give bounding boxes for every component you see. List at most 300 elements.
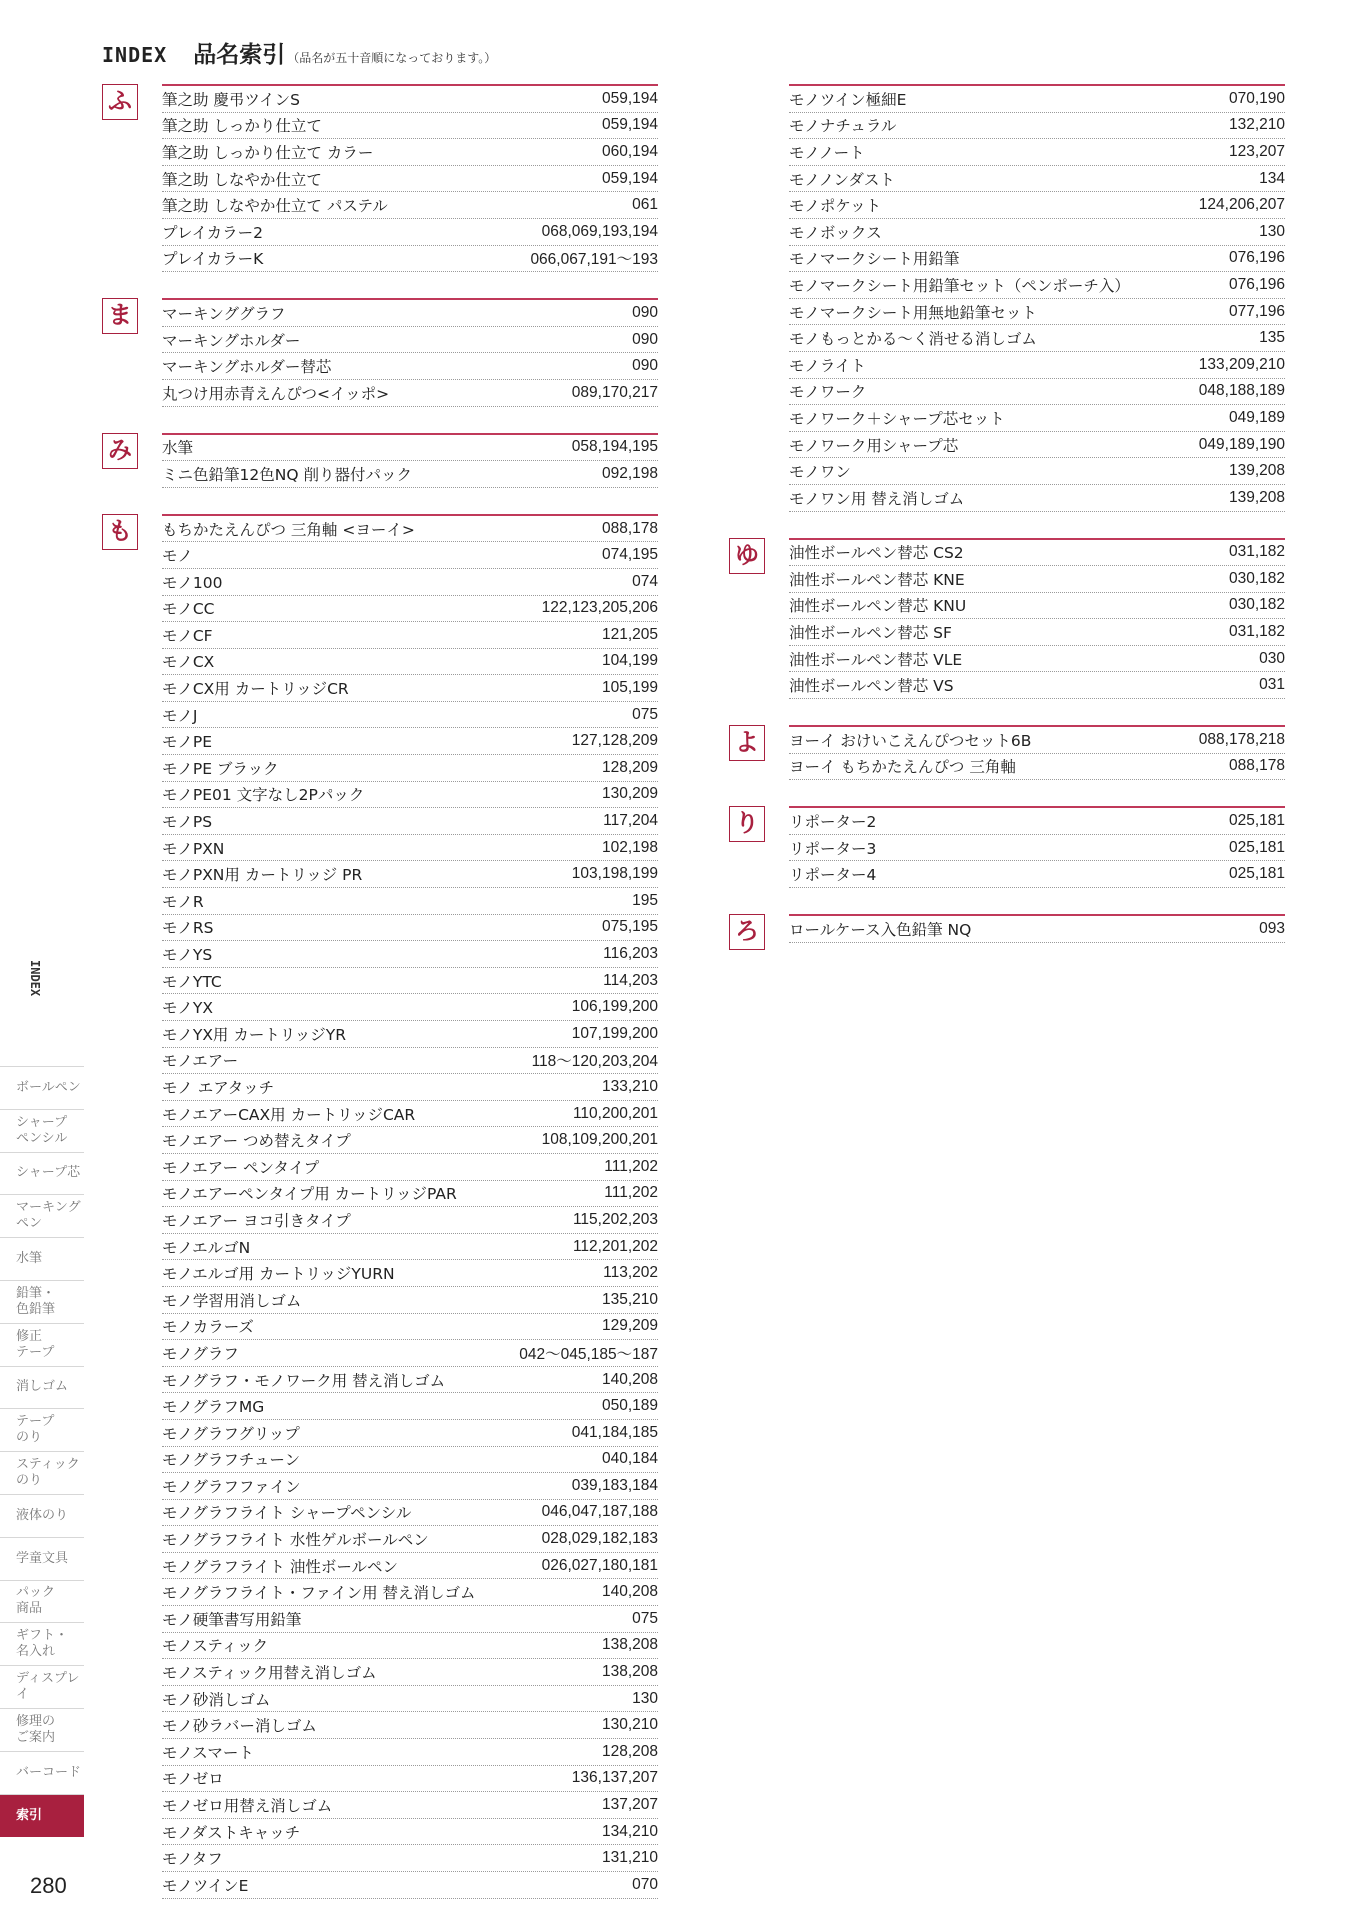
- page-refs: 025,181: [1228, 812, 1285, 830]
- product-name: モノダストキャッチ: [162, 1823, 301, 1842]
- page-refs: 137,207: [601, 1796, 658, 1814]
- index-group: [729, 914, 1285, 946]
- product-name: モノ エアタッチ: [162, 1078, 275, 1097]
- page-refs: 075: [632, 705, 658, 723]
- page-refs: 130: [632, 1689, 658, 1707]
- product-name: プレイカラー2: [162, 223, 264, 242]
- nav-tab[interactable]: バーコード: [0, 1752, 84, 1795]
- page-refs: 088,178: [601, 519, 658, 537]
- product-name: モノノート: [789, 143, 865, 162]
- page-refs: 104,199: [601, 652, 658, 670]
- page-refs: 030: [1259, 649, 1285, 667]
- product-name: モノワーク: [789, 383, 867, 402]
- index-entry: [789, 916, 1285, 943]
- index-entry: [162, 1048, 658, 1075]
- page-refs: 130,210: [601, 1716, 658, 1734]
- index-entries: [162, 514, 658, 1899]
- product-name: モノYTC: [162, 972, 222, 991]
- page-refs: 026,027,180,181: [541, 1556, 658, 1574]
- kana-marker: も: [102, 514, 138, 550]
- index-entry: [162, 782, 658, 809]
- kana-marker: ゆ: [729, 538, 765, 574]
- page-refs: 059,194: [601, 89, 658, 107]
- index-entry: [789, 861, 1285, 888]
- page-refs: 134,210: [601, 1822, 658, 1840]
- index-entry: [162, 941, 658, 968]
- page-refs: 066,067,191〜193: [530, 251, 658, 269]
- product-name: モノノンダスト: [789, 170, 895, 189]
- product-name: モノマークシート用鉛筆セット（ペンポーチ入）: [789, 276, 1130, 295]
- index-entry: [789, 86, 1285, 113]
- product-name: モノグラフライト シャープペンシル: [162, 1504, 412, 1523]
- index-entry: [162, 1819, 658, 1846]
- index-heading: INDEX: [102, 43, 168, 67]
- product-name: モノタフ: [162, 1850, 223, 1869]
- product-name: モノPS: [162, 813, 213, 832]
- index-entry: [162, 113, 658, 140]
- product-name: モノグラフMG: [162, 1398, 265, 1417]
- page-refs: 028,029,182,183: [541, 1530, 658, 1548]
- index-entry: [162, 1633, 658, 1660]
- index-entry: [789, 754, 1285, 781]
- product-name: マーキンググラフ: [162, 304, 286, 323]
- product-name: マーキングホルダー替芯: [162, 358, 332, 377]
- page-refs: 088,178,218: [1198, 730, 1285, 748]
- page-refs: 135,210: [601, 1290, 658, 1308]
- index-entry: [162, 702, 658, 729]
- product-name: モノエアー ペンタイプ: [162, 1158, 320, 1177]
- page-refs: 059,194: [601, 116, 658, 134]
- product-name: モノライト: [789, 356, 866, 375]
- index-entry: [162, 1712, 658, 1739]
- page-refs: 115,202,203: [572, 1210, 658, 1228]
- page-refs: 138,208: [601, 1663, 658, 1681]
- page-refs: 041,184,185: [571, 1423, 658, 1441]
- product-name: モノR: [162, 892, 204, 911]
- product-name: モノCX: [162, 653, 215, 672]
- page-refs: 140,208: [601, 1370, 658, 1388]
- product-name: モノスマート: [162, 1743, 254, 1762]
- index-group: [729, 725, 1285, 780]
- page-refs: 070: [632, 1875, 658, 1893]
- page-refs: 108,109,200,201: [541, 1131, 658, 1149]
- index-entry: [162, 1393, 658, 1420]
- index-entry: [162, 649, 658, 676]
- product-name: モノエルゴN: [162, 1238, 251, 1257]
- page-refs: 046,047,187,188: [541, 1503, 658, 1521]
- product-name: モノCC: [162, 600, 215, 619]
- product-name: 丸つけ用赤青えんぴつ<イッポ>: [162, 384, 390, 403]
- product-name: モノCF: [162, 626, 213, 645]
- page-refs: 139,208: [1228, 488, 1285, 506]
- product-name: 筆之助 しなやか仕立て パステル: [162, 197, 388, 216]
- page-refs: 130: [1259, 222, 1285, 240]
- index-entry: [162, 1579, 658, 1606]
- index-entry: [162, 1367, 658, 1394]
- index-entry: [162, 1606, 658, 1633]
- index-entry: [162, 1207, 658, 1234]
- page-refs: 076,196: [1228, 275, 1285, 293]
- index-column-right: [729, 84, 1285, 969]
- product-name: モノナチュラル: [789, 117, 897, 136]
- index-entry: [162, 542, 658, 569]
- product-name: 油性ボールペン替芯 VS: [789, 677, 954, 696]
- page-refs: 048,188,189: [1198, 382, 1285, 400]
- index-column-left: [102, 84, 658, 1925]
- nav-tab[interactable]: 修理の ご案内: [0, 1709, 84, 1752]
- product-name: モノマークシート用鉛筆: [789, 250, 960, 269]
- index-entry: [162, 246, 658, 273]
- product-name: モノワン用 替え消しゴム: [789, 489, 965, 508]
- index-entry: [789, 672, 1285, 699]
- page-title: 品名索引: [193, 42, 286, 68]
- product-name: モノグラフライト・ファイン用 替え消しゴム: [162, 1584, 476, 1603]
- nav-tab[interactable]: 液体のり: [0, 1495, 84, 1538]
- nav-tab[interactable]: シャープ ペンシル: [0, 1110, 84, 1153]
- page-refs: 074: [632, 572, 658, 590]
- nav-tab[interactable]: 鉛筆・ 色鉛筆: [0, 1281, 84, 1324]
- nav-tab[interactable]: スティック のり: [0, 1452, 84, 1495]
- index-entry: [162, 1127, 658, 1154]
- index-entry: [789, 219, 1285, 246]
- product-name: モノエアーCAX用 カートリッジCAR: [162, 1105, 416, 1124]
- index-entries: [789, 725, 1285, 780]
- index-entry: [162, 1500, 658, 1527]
- product-name: モノPXN用 カートリッジ PR: [162, 866, 363, 885]
- product-name: リポーター2: [789, 813, 877, 832]
- index-entry: [789, 566, 1285, 593]
- page-refs: 114,203: [603, 971, 658, 989]
- product-name: モノエアー ヨコ引きタイプ: [162, 1211, 351, 1230]
- product-name: モノゼロ: [162, 1770, 224, 1789]
- index-group: [729, 84, 1285, 512]
- index-entry: [789, 166, 1285, 193]
- nav-tab[interactable]: ギフト・ 名入れ: [0, 1623, 84, 1666]
- product-name: 油性ボールペン替芯 VLE: [789, 650, 963, 669]
- page-refs: 040,184: [601, 1450, 658, 1468]
- index-group: [102, 298, 658, 406]
- index-group: [729, 538, 1285, 700]
- index-group: [102, 514, 658, 1899]
- product-name: プレイカラーK: [162, 250, 264, 269]
- product-name: モノ: [162, 547, 193, 566]
- index-entry: [162, 1739, 658, 1766]
- page-refs: 049,189: [1228, 408, 1285, 426]
- product-name: もちかたえんぴつ 三角軸 <ヨーイ>: [162, 520, 415, 539]
- product-name: モノエルゴ用 カートリッジYURN: [162, 1265, 395, 1284]
- kana-marker: ろ: [729, 914, 765, 950]
- page-refs: 068,069,193,194: [541, 222, 658, 240]
- kana-marker: ふ: [102, 84, 138, 120]
- index-entry: [162, 1473, 658, 1500]
- index-entry: [162, 1314, 658, 1341]
- product-name: モノYX用 カートリッジYR: [162, 1025, 346, 1044]
- product-name: 筆之助 慶弔ツインS: [162, 90, 300, 109]
- index-entry: [162, 569, 658, 596]
- index-entry: [162, 808, 658, 835]
- index-entry: [162, 139, 658, 166]
- product-name: 油性ボールペン替芯 SF: [789, 624, 952, 643]
- nav-tab[interactable]: 索引: [0, 1795, 84, 1838]
- product-name: モノCX用 カートリッジCR: [162, 680, 349, 699]
- index-entries: [162, 433, 658, 488]
- page-refs: 122,123,205,206: [541, 599, 658, 617]
- page-refs: 088,178: [1228, 757, 1285, 775]
- product-name: 油性ボールペン替芯 CS2: [789, 544, 964, 563]
- side-nav: [0, 1067, 84, 1837]
- nav-tab[interactable]: ボールペン: [0, 1067, 84, 1110]
- page-refs: 042〜045,185〜187: [519, 1345, 658, 1363]
- product-name: ヨーイ もちかたえんぴつ 三角軸: [789, 758, 1016, 777]
- index-entry: [789, 379, 1285, 406]
- product-name: モノワン: [789, 463, 851, 482]
- nav-tab[interactable]: 修正 テープ: [0, 1324, 84, 1367]
- product-name: 筆之助 しなやか仕立て: [162, 170, 322, 189]
- page-refs: 128,208: [601, 1742, 658, 1760]
- page-refs: 031: [1259, 676, 1285, 694]
- index-entry: [162, 353, 658, 380]
- index-entry: [162, 861, 658, 888]
- index-entry: [162, 1154, 658, 1181]
- product-name: モノRS: [162, 919, 214, 938]
- page-refs: 050,189: [601, 1397, 658, 1415]
- page-refs: 075: [632, 1609, 658, 1627]
- index-entry: [162, 166, 658, 193]
- index-entry: [162, 596, 658, 623]
- index-entries: [789, 538, 1285, 700]
- page-refs: 110,200,201: [572, 1104, 658, 1122]
- product-name: マーキングホルダー: [162, 331, 301, 350]
- index-entry: [789, 727, 1285, 754]
- product-name: モノワーク＋シャープ芯セット: [789, 409, 1005, 428]
- index-entry: [162, 1845, 658, 1872]
- index-entry: [162, 622, 658, 649]
- page-title-note: （品名が五十音順になっております。）: [287, 51, 497, 65]
- index-entry: [162, 1686, 658, 1713]
- product-name: モノツインE: [162, 1876, 249, 1895]
- index-group: [102, 433, 658, 488]
- product-name: モノグラフライト 油性ボールペン: [162, 1557, 399, 1576]
- index-entry: [162, 1872, 658, 1899]
- product-name: モノマークシート用無地鉛筆セット: [789, 303, 1037, 322]
- index-entry: [162, 755, 658, 782]
- page-refs: 107,199,200: [571, 1024, 658, 1042]
- product-name: リポーター3: [789, 839, 877, 858]
- page-refs: 039,183,184: [571, 1476, 658, 1494]
- index-entry: [789, 192, 1285, 219]
- product-name: モノPE: [162, 733, 212, 752]
- page-refs: 103,198,199: [571, 865, 658, 883]
- kana-marker: み: [102, 433, 138, 469]
- product-name: モノPXN: [162, 839, 225, 858]
- page-refs: 135: [1259, 329, 1285, 347]
- index-entry: [162, 675, 658, 702]
- index-entry: [789, 540, 1285, 567]
- nav-tab[interactable]: マーキング ペン: [0, 1195, 84, 1238]
- product-name: モノ硬筆書写用鉛筆: [162, 1610, 302, 1629]
- product-name: 油性ボールペン替芯 KNE: [789, 570, 965, 589]
- index-entry: [789, 299, 1285, 326]
- index-entry: [789, 593, 1285, 620]
- product-name: モノグラフ・モノワーク用 替え消しゴム: [162, 1371, 446, 1390]
- index-entry: [162, 327, 658, 354]
- nav-tab[interactable]: 学童文具: [0, 1538, 84, 1581]
- page-refs: 123,207: [1228, 142, 1285, 160]
- index-entries: [789, 914, 1285, 943]
- side-index-label: INDEX: [28, 960, 42, 997]
- page-refs: 140,208: [601, 1583, 658, 1601]
- product-name: モノ100: [162, 573, 223, 592]
- index-entry: [789, 246, 1285, 273]
- page-refs: 111,202: [604, 1184, 658, 1202]
- page-refs: 090: [632, 303, 658, 321]
- product-name: モノ学習用消しゴム: [162, 1291, 302, 1310]
- index-entry: [162, 1234, 658, 1261]
- product-name: モノスティック: [162, 1637, 269, 1656]
- product-name: 筆之助 しっかり仕立て カラー: [162, 143, 374, 162]
- product-name: モノスティック用替え消しゴム: [162, 1664, 377, 1683]
- page-refs: 130,209: [601, 785, 658, 803]
- product-name: 水筆: [162, 439, 194, 458]
- page-refs: 131,210: [601, 1849, 658, 1867]
- product-name: ロールケース入色鉛筆 NQ: [789, 920, 972, 939]
- index-entry: [789, 139, 1285, 166]
- index-entries: [789, 84, 1285, 512]
- page-refs: 106,199,200: [571, 998, 658, 1016]
- product-name: モノツイン極細E: [789, 90, 907, 109]
- index-entry: [162, 380, 658, 407]
- product-name: モノPE01 文字なし2Pパック: [162, 786, 365, 805]
- page-refs: 112,201,202: [572, 1237, 658, 1255]
- page-refs: 074,195: [601, 546, 658, 564]
- page-refs: 025,181: [1228, 865, 1285, 883]
- product-name: モノゼロ用替え消しゴム: [162, 1797, 333, 1816]
- index-entry: [789, 458, 1285, 485]
- page-refs: 136,137,207: [571, 1769, 658, 1787]
- index-entry: [162, 516, 658, 543]
- kana-marker: ま: [102, 298, 138, 334]
- index-entry: [162, 1101, 658, 1128]
- index-entry: [789, 808, 1285, 835]
- page-refs: 132,210: [1228, 116, 1285, 134]
- page-refs: 070,190: [1228, 89, 1285, 107]
- index-entry: [789, 646, 1285, 673]
- nav-tab[interactable]: シャープ芯: [0, 1153, 84, 1196]
- index-entry: [162, 86, 658, 113]
- index-entry: [789, 619, 1285, 646]
- product-name: モノ砂ラバー消しゴム: [162, 1717, 317, 1736]
- product-name: 油性ボールペン替芯 KNU: [789, 597, 967, 616]
- page-refs: 195: [632, 891, 658, 909]
- product-name: モノYS: [162, 946, 213, 965]
- nav-tab[interactable]: ディスプレイ: [0, 1666, 84, 1709]
- page-refs: 075,195: [601, 918, 658, 936]
- index-entry: [162, 461, 658, 488]
- index-entry: [789, 272, 1285, 299]
- nav-tab[interactable]: パック 商品: [0, 1581, 84, 1624]
- index-entry: [162, 888, 658, 915]
- index-entry: [162, 1260, 658, 1287]
- page-refs: 092,198: [601, 464, 658, 482]
- index-entry: [162, 1181, 658, 1208]
- product-name: モノPE ブラック: [162, 759, 279, 778]
- product-name: モノグラフ: [162, 1344, 239, 1363]
- index-entry: [162, 1447, 658, 1474]
- product-name: モノグラフファイン: [162, 1477, 301, 1496]
- page-refs: 133,209,210: [1198, 355, 1285, 373]
- page-refs: 124,206,207: [1198, 196, 1285, 214]
- product-name: モノグラフライト 水性ゲルボールペン: [162, 1531, 429, 1550]
- index-entry: [162, 1340, 658, 1367]
- page-refs: 089,170,217: [571, 383, 658, 401]
- page-refs: 128,209: [601, 758, 658, 776]
- page-refs: 102,198: [601, 838, 658, 856]
- page-refs: 105,199: [601, 679, 658, 697]
- product-name: モノボックス: [789, 223, 882, 242]
- index-entry: [789, 405, 1285, 432]
- product-name: モノもっとかる〜く消せる消しゴム: [789, 330, 1037, 349]
- page-refs: 121,205: [601, 625, 658, 643]
- index-entry: [162, 1659, 658, 1686]
- product-name: モノエアー つめ替えタイプ: [162, 1132, 351, 1151]
- page-refs: 030,182: [1228, 569, 1285, 587]
- index-entry: [162, 994, 658, 1021]
- index-entry: [789, 485, 1285, 512]
- index-entry: [162, 728, 658, 755]
- index-entry: [162, 1792, 658, 1819]
- page-refs: 031,182: [1228, 623, 1285, 641]
- index-entry: [789, 325, 1285, 352]
- nav-tab[interactable]: 水筆: [0, 1238, 84, 1281]
- index-entry: [162, 835, 658, 862]
- product-name: リポーター4: [789, 866, 877, 885]
- page-refs: 058,194,195: [571, 438, 658, 456]
- index-entries: [162, 298, 658, 406]
- product-name: モノYX: [162, 999, 213, 1018]
- kana-marker: り: [729, 806, 765, 842]
- index-entry: [789, 835, 1285, 862]
- page-refs: 061: [632, 196, 658, 214]
- page-refs: 090: [632, 357, 658, 375]
- index-entry: [162, 192, 658, 219]
- page-refs: 113,202: [603, 1264, 658, 1282]
- index-entry: [162, 1420, 658, 1447]
- index-entry: [162, 1074, 658, 1101]
- product-name: ヨーイ おけいこえんぴつセット6B: [789, 731, 1032, 750]
- index-entry: [162, 1526, 658, 1553]
- index-group: [729, 806, 1285, 888]
- product-name: モノ砂消しゴム: [162, 1690, 271, 1709]
- page-refs: 049,189,190: [1198, 435, 1285, 453]
- page-refs: 134: [1259, 169, 1285, 187]
- page-refs: 077,196: [1228, 302, 1285, 320]
- product-name: モノJ: [162, 706, 198, 725]
- page-refs: 059,194: [601, 169, 658, 187]
- index-entry: [162, 435, 658, 462]
- nav-tab[interactable]: 消しゴム: [0, 1367, 84, 1410]
- page-refs: 076,196: [1228, 249, 1285, 267]
- nav-tab[interactable]: テープ のり: [0, 1409, 84, 1452]
- index-entry: [789, 352, 1285, 379]
- page-refs: 138,208: [601, 1636, 658, 1654]
- page-refs: 117,204: [603, 812, 658, 830]
- product-name: モノポケット: [789, 197, 882, 216]
- index-entry: [162, 1553, 658, 1580]
- kana-marker: よ: [729, 725, 765, 761]
- index-entry: [789, 113, 1285, 140]
- product-name: モノカラーズ: [162, 1318, 254, 1337]
- page-refs: 111,202: [604, 1157, 658, 1175]
